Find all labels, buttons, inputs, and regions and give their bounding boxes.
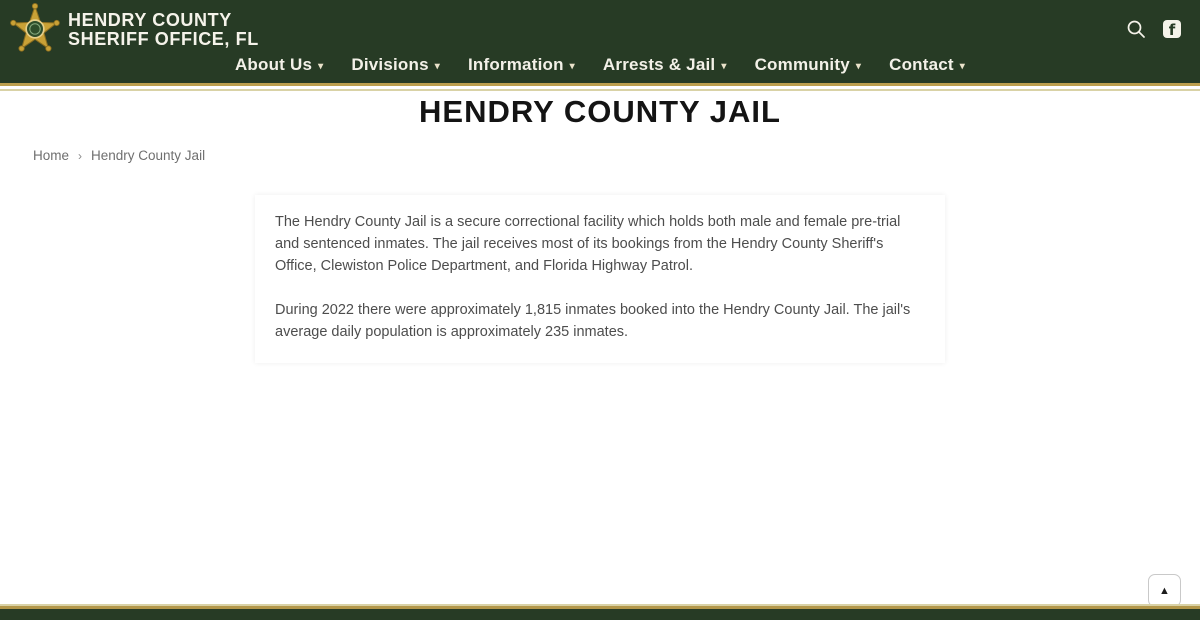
- nav-item-about-us[interactable]: [235, 55, 323, 75]
- nav-item-information[interactable]: [468, 55, 575, 75]
- footer-green-bar: [0, 609, 1200, 620]
- content-panel: [255, 195, 945, 363]
- nav-label: About Us: [234, 55, 313, 74]
- header-icons: [1126, 19, 1182, 39]
- breadcrumb-home-link[interactable]: Home: [33, 148, 70, 163]
- scroll-to-top-button[interactable]: [1148, 574, 1181, 607]
- page-title: HENDRY COUNTY JAIL: [419, 94, 781, 129]
- facebook-glyph: f: [1168, 21, 1176, 38]
- site-footer: [0, 604, 1200, 620]
- nav-item-contact[interactable]: [889, 55, 965, 75]
- chevron-down-icon: ▾: [959, 60, 966, 72]
- breadcrumb-separator-icon: ›: [78, 148, 83, 163]
- nav-label: Community: [754, 55, 850, 74]
- nav-item-community[interactable]: [755, 55, 862, 75]
- nav-label: Arrests & Jail: [602, 55, 716, 74]
- jail-stats-paragraph: During 2022 there were approximately 1,815 inmates booked into the Hendry County Jail. The jail's average daily population is approximately 235 inmates.: [275, 302, 911, 340]
- site-header: [0, 0, 1200, 86]
- search-icon[interactable]: [1126, 19, 1146, 39]
- jail-description-paragraph: The Hendry County Jail is a secure correctional facility which holds both male and female pre-trial and sentenced inmates. The jail receives most of its bookings from the Hendry County Sheriff's Office, Clewiston Police Department, and Florida Highway Patrol.: [275, 214, 901, 274]
- nav-item-divisions[interactable]: [351, 55, 440, 75]
- nav-label: Information: [467, 55, 564, 74]
- header-accent-line: [0, 89, 1200, 91]
- arrow-up-icon: ▲: [1159, 584, 1170, 597]
- facebook-icon[interactable]: [1162, 19, 1182, 39]
- breadcrumb: [33, 148, 205, 163]
- chevron-down-icon: ▾: [721, 60, 727, 72]
- nav-item-arrests-jail[interactable]: [603, 55, 727, 75]
- brand[interactable]: [8, 3, 259, 57]
- nav-label: Divisions: [351, 55, 429, 74]
- brand-line2: SHERIFF OFFICE, FL: [68, 29, 259, 49]
- chevron-down-icon: ▾: [434, 60, 440, 72]
- chevron-down-icon: ▾: [569, 60, 575, 72]
- nav-label: Contact: [889, 55, 954, 74]
- breadcrumb-current: Hendry County Jail: [91, 148, 206, 163]
- main-nav: [0, 55, 1200, 75]
- brand-line1: HENDRY COUNTY: [68, 10, 232, 30]
- brand-title: [68, 11, 259, 49]
- chevron-down-icon: ▾: [318, 60, 324, 72]
- sheriff-star-icon: [8, 3, 62, 57]
- chevron-down-icon: ▾: [855, 60, 862, 72]
